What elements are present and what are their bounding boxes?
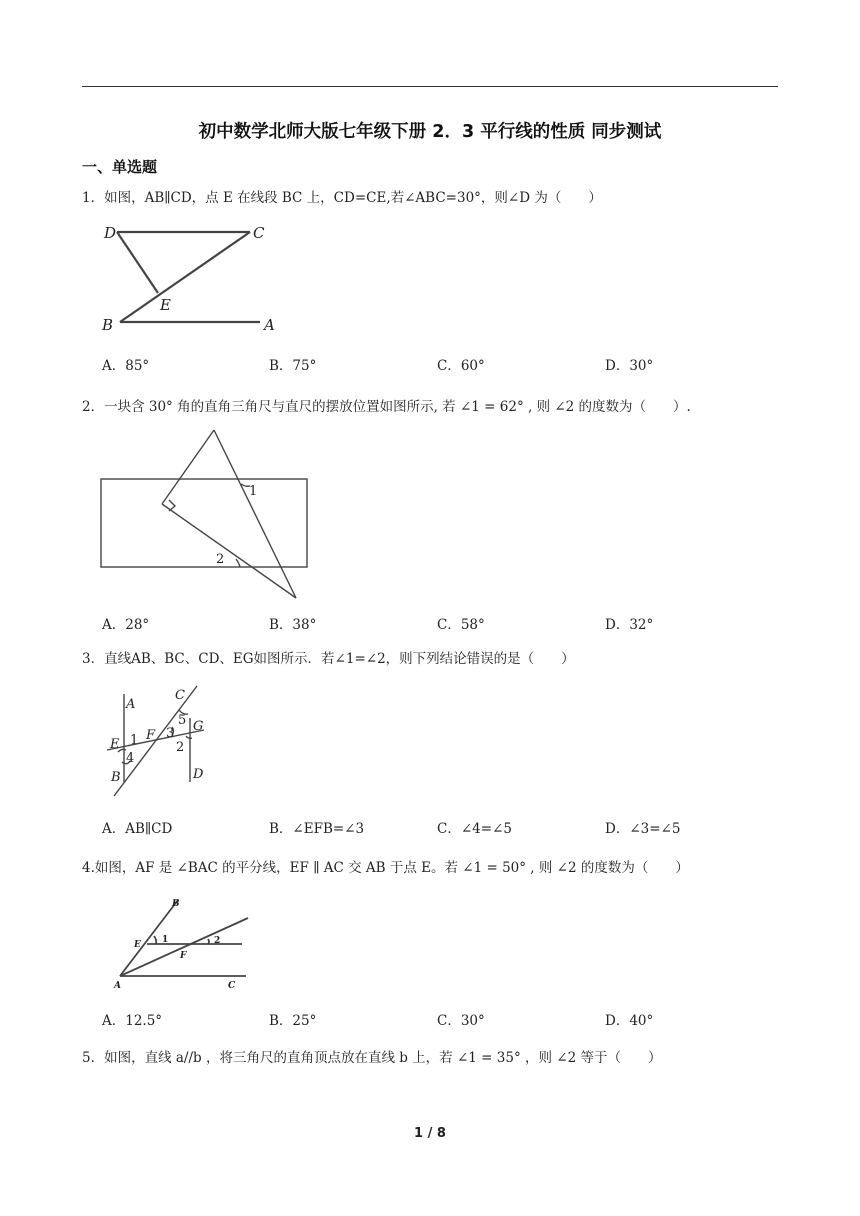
- question-5-stem: 5．如图，直线 a//b ，将三角尺的直角顶点放在直线 b 上，若 ∠1 = 35° ，则 ∠2 等于（ ）: [82, 1050, 662, 1066]
- q3-label-b: B: [111, 770, 121, 785]
- option-b: B．38°: [269, 617, 317, 633]
- option-a: A．28°: [102, 617, 150, 633]
- q3-label-angle-3: 3: [166, 726, 175, 741]
- option-a: A．AB∥CD: [102, 821, 173, 837]
- option-c: C．58°: [437, 617, 485, 633]
- option-d: D．∠3=∠5: [605, 821, 681, 837]
- q1-label-a: A: [264, 316, 275, 334]
- question-2-stem: 2．一块含 30° 角的直角三角尺与直尺的摆放位置如图所示, 若 ∠1 = 62° , 则 ∠2 的度数为（ ）.: [82, 399, 691, 415]
- question-2-figure: [98, 426, 313, 602]
- q3-label-e: E: [110, 737, 120, 752]
- q4-label-b: B: [172, 899, 180, 909]
- option-c: C．30°: [437, 1013, 485, 1029]
- question-1-options: [102, 354, 782, 374]
- q3-label-a: A: [126, 697, 136, 712]
- question-4-options: [102, 1009, 782, 1029]
- q3-label-c: C: [175, 688, 185, 703]
- q4-label-angle-1: 1: [162, 935, 169, 945]
- q4-label-e: E: [134, 940, 141, 950]
- q3-label-angle-2: 2: [176, 740, 185, 755]
- q3-label-angle-5: 5: [178, 713, 187, 728]
- section-heading: 一、单选题: [82, 158, 158, 176]
- option-c: C．∠4=∠5: [437, 821, 512, 837]
- q4-label-c: C: [228, 981, 236, 991]
- option-a: A．85°: [102, 358, 150, 374]
- question-3-stem: 3．直线AB、BC、CD、EG如图所示．若∠1=∠2，则下列结论错误的是（ ）: [82, 651, 575, 667]
- q4-label-a: A: [114, 981, 121, 991]
- q3-label-angle-1: 1: [130, 733, 139, 748]
- q1-label-b: B: [102, 316, 114, 334]
- header-rule: [82, 86, 778, 87]
- question-1-figure: [100, 220, 280, 335]
- option-b: B．75°: [269, 358, 317, 374]
- question-1-stem: 1．如图，AB∥CD，点 E 在线段 BC 上，CD=CE,若∠ABC=30°，则∠D 为（ ）: [82, 190, 602, 206]
- option-d: D．32°: [605, 617, 654, 633]
- option-d: D．40°: [605, 1013, 654, 1029]
- q1-label-c: C: [253, 224, 265, 242]
- q4-label-angle-2: 2: [214, 936, 221, 946]
- question-4-figure: [108, 896, 258, 994]
- q3-label-d: D: [193, 767, 204, 782]
- q2-label-angle-1: 1: [249, 484, 258, 499]
- question-3-options: [102, 817, 782, 837]
- option-b: B．25°: [269, 1013, 317, 1029]
- question-3-figure: [102, 682, 217, 800]
- option-d: D．30°: [605, 358, 654, 374]
- q1-label-d: D: [104, 224, 117, 242]
- option-b: B．∠EFB=∠3: [269, 821, 365, 837]
- q4-label-f: F: [180, 951, 187, 961]
- q1-label-e: E: [160, 296, 171, 314]
- q3-label-angle-4: 4: [126, 751, 135, 766]
- page-title: 初中数学北师大版七年级下册 2．3 平行线的性质 同步测试: [198, 122, 662, 142]
- question-4-stem: 4.如图，AF 是 ∠BAC 的平分线，EF ∥ AC 交 AB 于点 E。若 ∠1 = 50° , 则 ∠2 的度数为（ ）: [82, 860, 689, 876]
- option-a: A．12.5°: [102, 1013, 163, 1029]
- option-c: C．60°: [437, 358, 485, 374]
- q2-label-angle-2: 2: [216, 552, 225, 567]
- q3-label-f: F: [146, 728, 156, 743]
- q3-label-g: G: [193, 719, 204, 734]
- page-number: 1 / 8: [414, 1126, 446, 1141]
- question-2-options: [102, 613, 782, 633]
